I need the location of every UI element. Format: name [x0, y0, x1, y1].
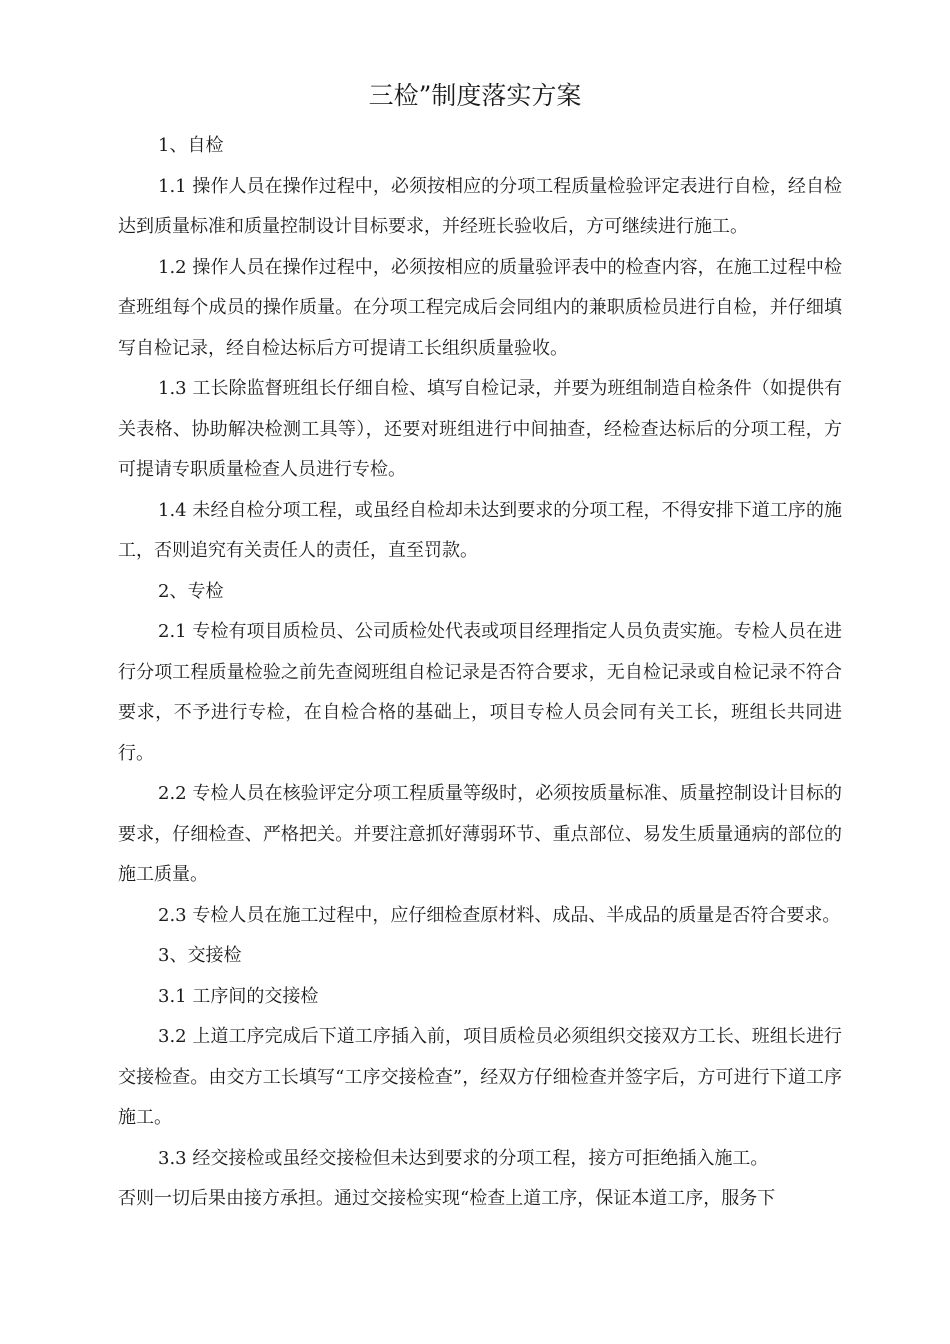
- paragraph-2-1: 2.1 专检有项目质检员、公司质检处代表或项目经理指定人员负责实施。专检人员在进行分项工程质量检验之前先查阅班组自检记录是否符合要求，无自检记录或自检记录不符合要求，不予进行专检，在自检合格的基础上，项目专检人员会同有关工长，班组长共同进行。: [118, 621, 842, 764]
- paragraph-3-3: 3.3 经交接检或虽经交接检但未达到要求的分项工程，接方可拒绝插入施工。: [158, 1147, 769, 1169]
- paragraph-3-2: 3.2 上道工序完成后下道工序插入前，项目质检员必须组织交接双方工长、班组长进行交接检查。由交方工长填写“工序交接检查”，经双方仔细检查并签字后，方可进行下道工序施工。: [118, 1026, 842, 1128]
- paragraph-1-2: 1.2 操作人员在操作过程中，必须按相应的质量验评表中的检查内容，在施工过程中检查班组每个成员的操作质量。在分项工程完成后会同组内的兼职质检员进行自检，并仔细填写自检记录，经自检达标后方可提请工长组织质量验收。: [118, 256, 842, 359]
- paragraph-3-continuation: 否则一切后果由接方承担。通过交接检实现“检查上道工序，保证本道工序，服务下: [118, 1188, 776, 1209]
- section-heading-special-inspection: 2、专检: [158, 580, 224, 602]
- document-body: [118, 126, 842, 1215]
- paragraph-1-3: 1.3 工长除监督班组长仔细自检、填写自检记录，并要为班组制造自检条件（如提供有关表格、协助解决检测工具等），还要对班组进行中间抽查，经检查达标后的分项工程，方可提请专职质量检查人员进行专检。: [118, 378, 842, 480]
- paragraph-2-3: 2.3 专检人员在施工过程中，应仔细检查原材料、成品、半成品的质量是否符合要求。: [158, 904, 841, 926]
- paragraph-1-1: 1.1 操作人员在操作过程中，必须按相应的分项工程质量检验评定表进行自检，经自检达到质量标准和质量控制设计目标要求，并经班长验收后，方可继续进行施工。: [118, 175, 842, 237]
- paragraph-1-4: 1.4 未经自检分项工程，或虽经自检却未达到要求的分项工程，不得安排下道工序的施工，否则追究有关责任人的责任，直至罚款。: [118, 499, 842, 561]
- section-heading-handover-inspection: 3、交接检: [158, 945, 242, 966]
- section-heading-self-inspection: 1、自检: [158, 135, 224, 156]
- paragraph-3-1: 3.1 工序间的交接检: [158, 985, 319, 1007]
- paragraph-2-2: 2.2 专检人员在核验评定分项工程质量等级时，必须按质量标准、质量控制设计目标的要求，仔细检查、严格把关。并要注意抓好薄弱环节、重点部位、易发生质量通病的部位的施工质量。: [118, 783, 842, 885]
- document-title: 三检”制度落实方案: [368, 81, 582, 110]
